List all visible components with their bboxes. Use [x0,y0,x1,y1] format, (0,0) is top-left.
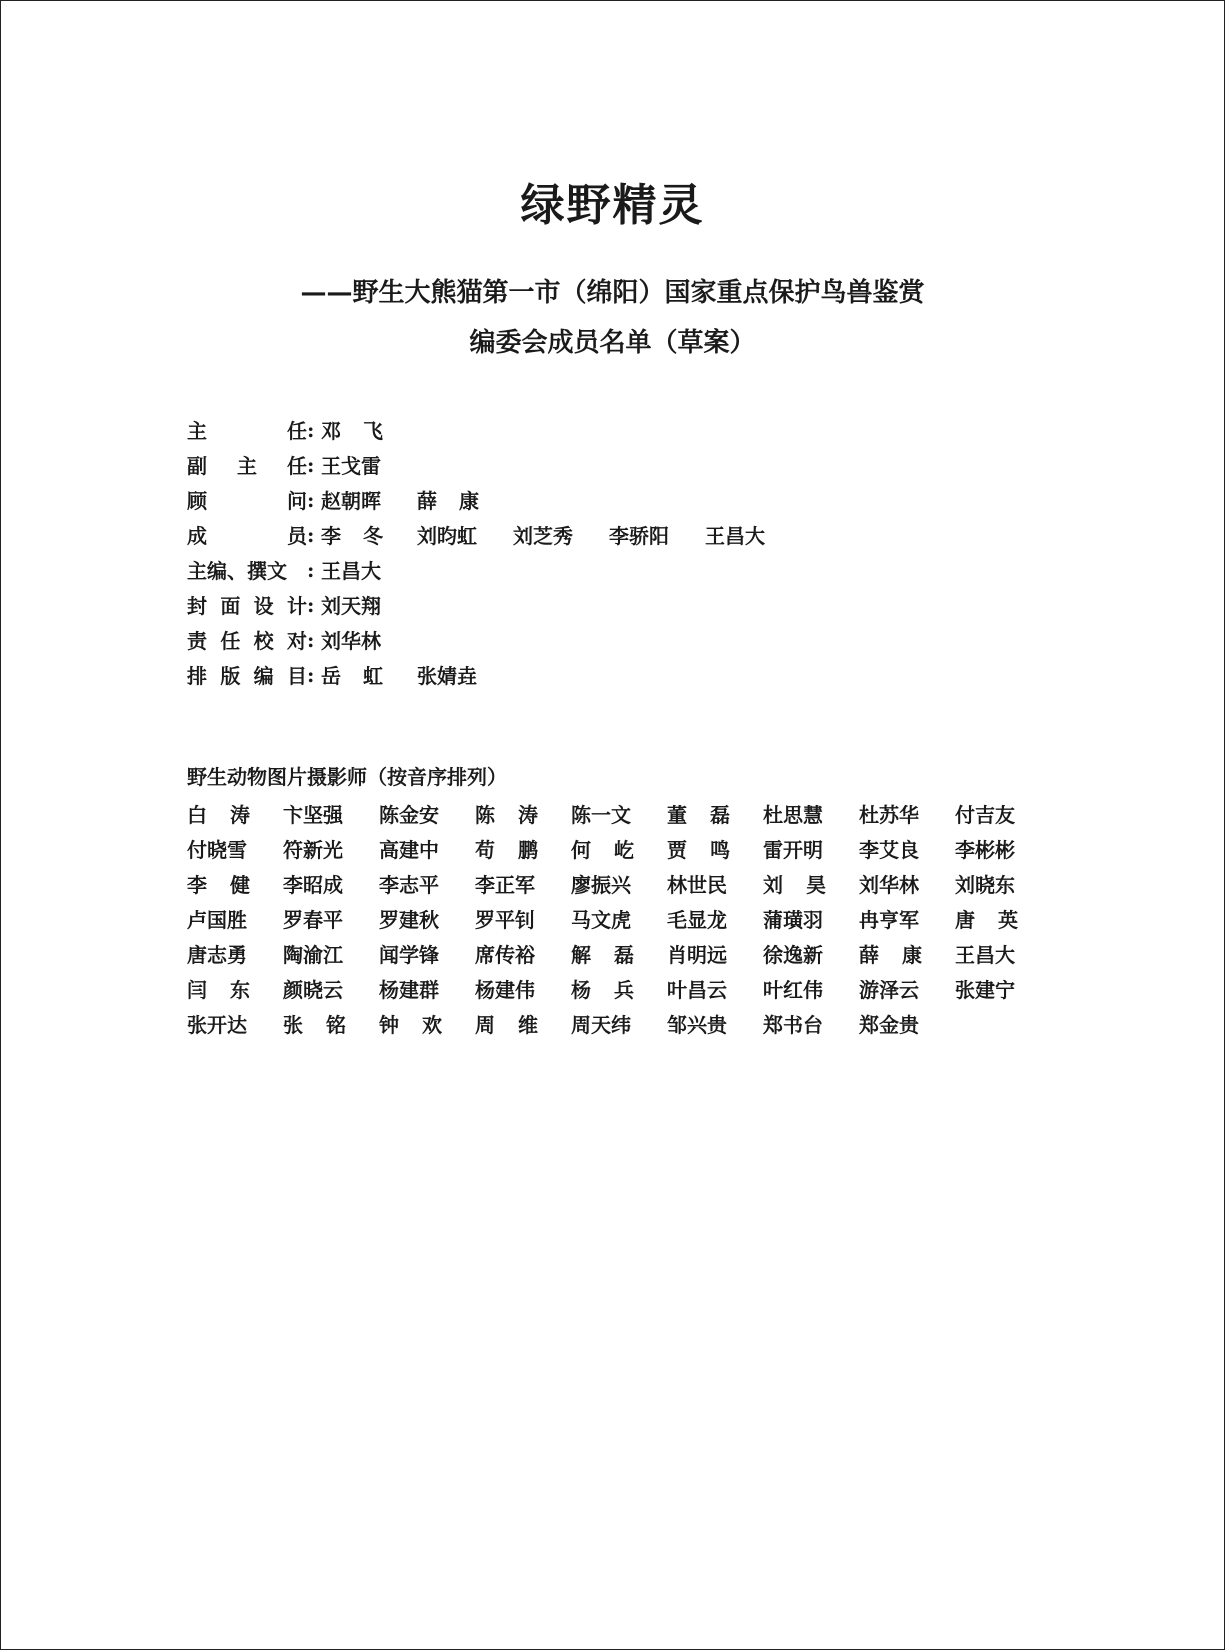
staff-names [321,450,417,479]
staff-role: 主 任 [187,419,307,443]
photographer-name: 付晓雪 [187,838,247,862]
staff-name: 刘芝秀 [513,524,573,548]
colon: : [307,417,315,442]
photographers-grid [187,796,1051,1041]
staff-role: 顾 问 [187,489,307,513]
photographer-name: 李志平 [379,873,439,897]
photographer-name: 付吉友 [955,803,1015,827]
photographer-name: 周 维 [475,1013,538,1037]
photographer-row [187,831,1051,866]
photographer-name: 李正军 [475,873,535,897]
photographer-name: 雷开明 [763,838,823,862]
staff-role: 成 员 [187,524,307,548]
photographer-name: 叶红伟 [763,978,823,1002]
photographer-name: 杨建伟 [475,978,535,1002]
photographer-name: 陈金安 [379,803,439,827]
photographer-name: 杨建群 [379,978,439,1002]
staff-names [321,520,801,549]
photographer-name: 李彬彬 [955,838,1015,862]
photographer-name: 卞坚强 [283,803,343,827]
photographer-name: 陈一文 [571,803,631,827]
staff-name: 王戈雷 [321,454,381,478]
photographer-name: 董 磊 [667,803,730,827]
staff-name: 岳 虹 [321,664,383,688]
staff-names [321,555,417,584]
photographer-name: 贾 鸣 [667,838,730,862]
photographer-row [187,971,1051,1006]
photographer-name: 郑金贵 [859,1013,919,1037]
photographer-row [187,866,1051,901]
photographer-row [187,936,1051,971]
photographer-name: 高建中 [379,838,439,862]
photographer-name: 符新光 [283,838,343,862]
colon: : [307,452,315,477]
photographer-name: 刘 昊 [763,873,826,897]
staff-role: 排 版 编 目 [187,664,307,688]
photographer-name: 李 健 [187,873,250,897]
staff-role: 副 主 任 [187,454,307,478]
photographer-name: 卢国胜 [187,908,247,932]
staff-names [321,485,513,514]
staff-names [321,625,417,654]
photographer-name: 郑书台 [763,1013,823,1037]
colon: : [307,627,315,652]
staff-name: 刘昀虹 [417,524,477,548]
photographer-name: 苟 鹏 [475,838,538,862]
colon: : [307,487,315,512]
photographer-name: 马文虎 [571,908,631,932]
photographer-row [187,1006,1051,1041]
staff-row [187,482,801,517]
photographer-name: 白 涛 [187,803,250,827]
staff-role: 责 任 校 对 [187,629,307,653]
photographer-name: 罗春平 [283,908,343,932]
subtitle-line-1: ——野生大熊猫第一市（绵阳）国家重点保护鸟兽鉴赏 [300,278,925,308]
photographer-name: 闫 东 [187,978,250,1002]
staff-name: 薛 康 [417,489,479,513]
photographer-name: 颜晓云 [283,978,343,1002]
staff-name: 王昌大 [705,524,765,548]
staff-names [321,415,417,444]
photographer-name: 徐逸新 [763,943,823,967]
photographer-name: 罗平钊 [475,908,535,932]
photographer-name: 席传裕 [475,943,535,967]
photographer-name: 解 磊 [571,943,634,967]
staff-row [187,447,801,482]
staff-row [187,587,801,622]
photographer-name: 周天纬 [571,1013,631,1037]
photographer-name: 蒲璜羽 [763,908,823,932]
photographer-name: 张 铭 [283,1013,346,1037]
photographer-name: 刘晓东 [955,873,1015,897]
photographer-row [187,901,1051,936]
photographer-name: 林世民 [667,873,727,897]
photographer-name: 钟 欢 [379,1013,442,1037]
staff-row [187,622,801,657]
colon: : [307,557,315,582]
photographer-name: 陶渝江 [283,943,343,967]
staff-name: 王昌大 [321,559,381,583]
colon: : [307,662,315,687]
photographer-name: 唐 英 [955,908,1018,932]
photographers-heading: 野生动物图片摄影师（按音序排列） [187,765,507,789]
staff-name: 刘天翔 [321,594,381,618]
photographer-name: 刘华林 [859,873,919,897]
photographer-name: 唐志勇 [187,943,247,967]
photographer-name: 张开达 [187,1013,247,1037]
photographer-name: 冉亨军 [859,908,919,932]
page-title: 绿野精灵 [520,180,705,231]
photographer-name: 杨 兵 [571,978,634,1002]
photographer-name: 廖振兴 [571,873,631,897]
editorial-staff-list [187,412,801,692]
staff-name: 赵朝晖 [321,489,381,513]
photographer-name: 薛 康 [859,943,922,967]
photographer-name: 肖明远 [667,943,727,967]
staff-row [187,552,801,587]
photographer-name: 杜思慧 [763,803,823,827]
photographer-name: 李昭成 [283,873,343,897]
staff-names [321,660,513,689]
staff-name: 李骄阳 [609,524,669,548]
photographer-name: 闻学锋 [379,943,439,967]
staff-role: 封 面 设 计 [187,594,307,618]
subtitle-line-2: 编委会成员名单（草案） [469,328,756,358]
photographer-name: 王昌大 [955,943,1015,967]
photographer-name: 李艾良 [859,838,919,862]
staff-row [187,657,801,692]
photographer-row [187,796,1051,831]
staff-row [187,517,801,552]
photographer-name: 杜苏华 [859,803,919,827]
photographer-name: 张建宁 [955,978,1015,1002]
staff-names [321,590,417,619]
photographer-name: 罗建秋 [379,908,439,932]
staff-name: 李 冬 [321,524,383,548]
staff-name: 邓 飞 [321,419,383,443]
photographer-name: 游泽云 [859,978,919,1002]
photographer-name: 叶昌云 [667,978,727,1002]
staff-name: 刘华林 [321,629,381,653]
photographer-name: 何 屹 [571,838,634,862]
staff-row [187,412,801,447]
staff-role: 主编、撰文 [187,559,287,583]
staff-name: 张婧垚 [417,664,477,688]
colon: : [307,592,315,617]
photographer-name: 陈 涛 [475,803,538,827]
photographer-name: 毛显龙 [667,908,727,932]
photographer-name: 邹兴贵 [667,1013,727,1037]
colon: : [307,522,315,547]
